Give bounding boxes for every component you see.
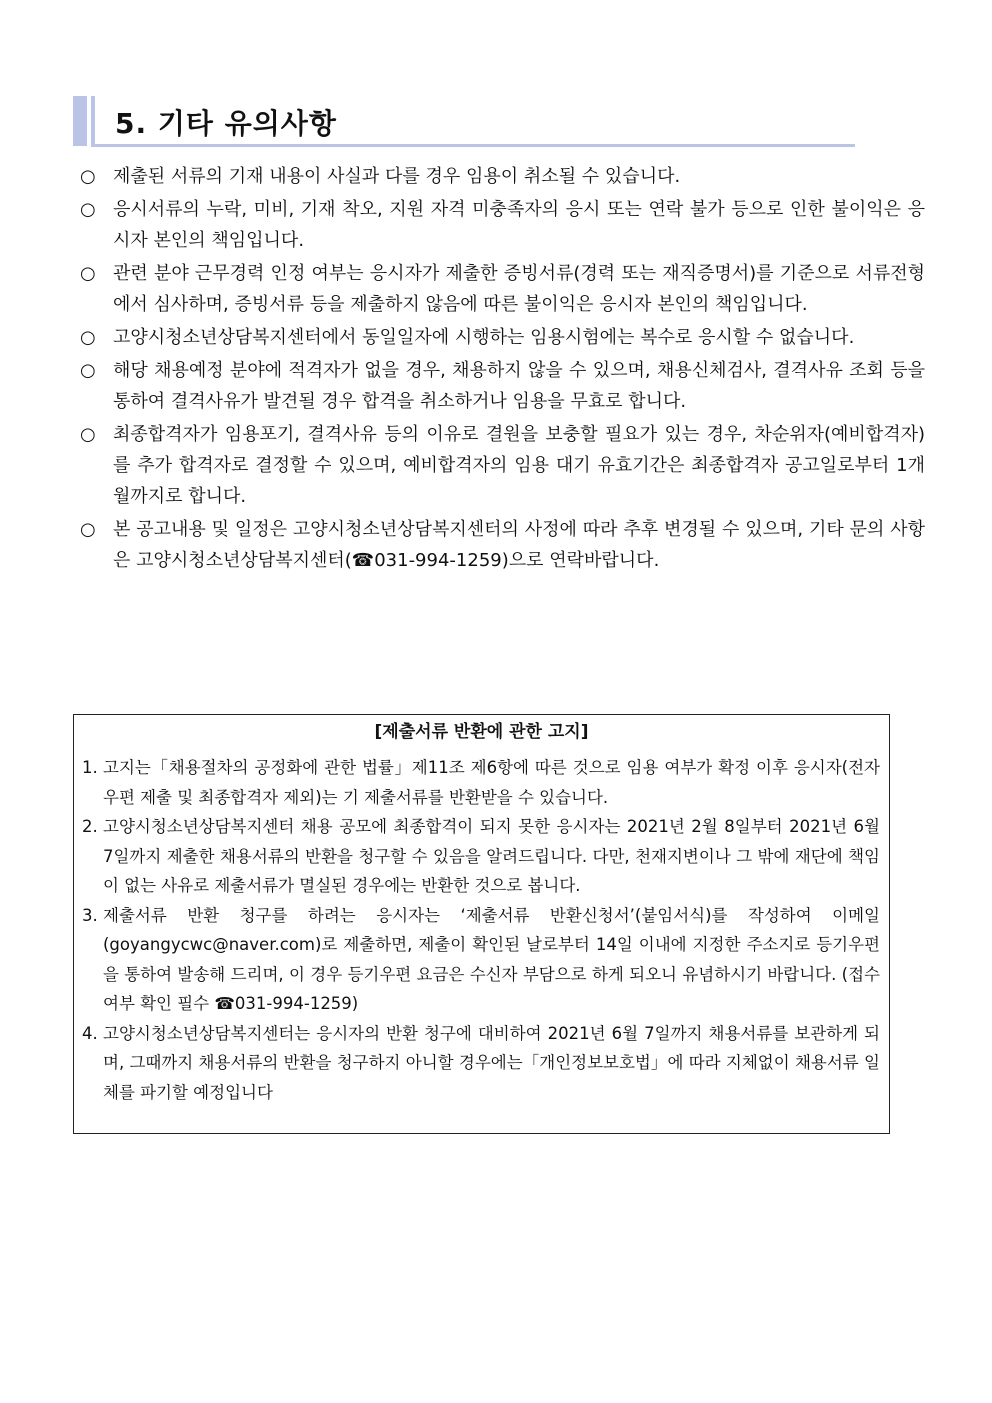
notice-item-number: 4. xyxy=(82,1023,98,1043)
section-accent-bar-thin xyxy=(91,96,95,146)
circle-bullet-icon: ○ xyxy=(80,263,96,284)
circle-bullet-icon: ○ xyxy=(80,166,96,187)
notice-item xyxy=(82,901,880,1019)
note-text: 해당 채용예정 분야에 적격자가 없을 경우, 채용하지 않을 수 있으며, 채용신체검사, 결격사유 조회 등을 통하여 결격사유가 발견될 경우 합격을 취소하거나 임용을 무효로 합니다. xyxy=(113,360,925,412)
notice-item-number: 2. xyxy=(82,817,98,836)
notice-item xyxy=(82,1019,880,1108)
notice-item-number: 1. xyxy=(82,758,98,777)
note-item xyxy=(80,194,925,256)
notice-item xyxy=(82,753,880,812)
circle-bullet-icon: ○ xyxy=(80,360,96,381)
notice-item-text: 제출서류 반환 청구를 하려는 응시자는 ‘제출서류 반환신청서’(붙임서식)를 작성하여 이메일(goyangycwc@naver.com)로 제출하면, 제출이 확인된 날로부터 14일 이내에 지정한 주소지로 등기우편을 통하여 발송해 드리며, 이 경우 등기우편 요금은 수신자 부담으로 하게 되오니 유념하시기 바랍니다. (접수 여부 확인 필수 ☎031-994-1259) xyxy=(103,905,880,1013)
section-underline xyxy=(91,144,855,147)
notice-item-number: 3. xyxy=(82,905,98,925)
note-text: 최종합격자가 임용포기, 결격사유 등의 이유로 결원을 보충할 필요가 있는 경우, 차순위자(예비합격자)를 추가 합격자로 결정할 수 있으며, 예비합격자의 임용 대기 유효기간은 최종합격자 공고일로부터 1개월까지로 합니다. xyxy=(113,424,925,507)
note-item xyxy=(80,514,925,576)
note-text: 제출된 서류의 기재 내용이 사실과 다를 경우 임용이 취소될 수 있습니다. xyxy=(113,166,681,187)
circle-bullet-icon: ○ xyxy=(80,327,96,348)
section-header xyxy=(73,96,855,148)
notice-list xyxy=(82,753,880,1107)
note-text: 관련 분야 근무경력 인정 여부는 응시자가 제출한 증빙서류(경력 또는 재직증명서)를 기준으로 서류전형에서 심사하며, 증빙서류 등을 제출하지 않음에 따른 불이익은 응시자 본인의 책임입니다. xyxy=(113,263,925,315)
note-item xyxy=(80,258,925,320)
section-accent-bar xyxy=(73,96,87,146)
note-item xyxy=(80,355,925,417)
notice-item-text: 고양시청소년상담복지센터는 응시자의 반환 청구에 대비하여 2021년 6월 7일까지 채용서류를 보관하게 되며, 그때까지 채용서류의 반환을 청구하지 아니할 경우에는「개인정보보호법」에 따라 지체없이 채용서류 일체를 파기할 예정입니다 xyxy=(103,1023,880,1102)
circle-bullet-icon: ○ xyxy=(80,199,96,220)
note-item xyxy=(80,419,925,512)
notice-item-text: 고지는「채용절차의 공정화에 관한 법률」제11조 제6항에 따른 것으로 임용 여부가 확정 이후 응시자(전자우편 제출 및 최종합격자 제외)는 기 제출서류를 반환받을 수 있습니다. xyxy=(103,758,880,807)
note-item xyxy=(80,161,925,192)
note-text: 응시서류의 누락, 미비, 기재 착오, 지원 자격 미충족자의 응시 또는 연락 불가 등으로 인한 불이익은 응시자 본인의 책임입니다. xyxy=(113,199,925,251)
notice-item xyxy=(82,812,880,901)
notice-item-text: 고양시청소년상담복지센터 채용 공모에 최종합격이 되지 못한 응시자는 2021년 2월 8일부터 2021년 6월 7일까지 제출한 채용서류의 반환을 청구할 수 있음을 알려드립니다. 다만, 천재지변이나 그 밖에 재단에 책임이 없는 사유로 제출서류가 멸실된 경우에는 반환한 것으로 봅니다. xyxy=(103,817,880,895)
note-text: 고양시청소년상담복지센터에서 동일일자에 시행하는 임용시험에는 복수로 응시할 수 없습니다. xyxy=(113,327,855,348)
note-item xyxy=(80,322,925,353)
notice-box xyxy=(73,714,890,1134)
note-text: 본 공고내용 및 일정은 고양시청소년상담복지센터의 사정에 따라 추후 변경될 수 있으며, 기타 문의 사항은 고양시청소년상담복지센터(☎031-994-1259)으로 연락바랍니다. xyxy=(113,519,925,571)
notes-list xyxy=(80,161,925,578)
circle-bullet-icon: ○ xyxy=(80,424,96,445)
section-title: 5. 기타 유의사항 xyxy=(115,107,337,140)
notice-title: [제출서류 반환에 관한 고지] xyxy=(374,722,589,742)
circle-bullet-icon: ○ xyxy=(80,519,96,540)
